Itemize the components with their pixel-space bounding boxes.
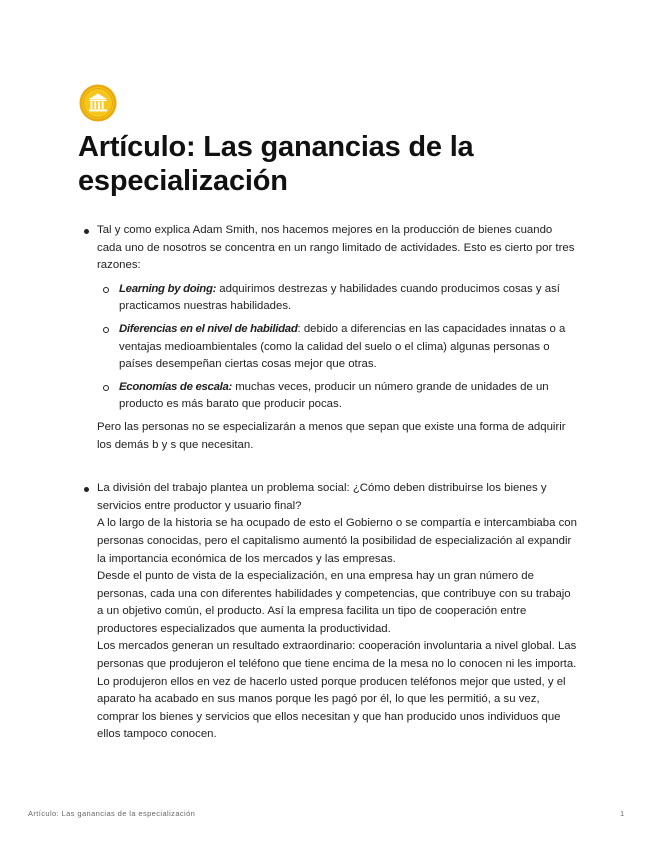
sub-list	[97, 281, 578, 414]
sub-list-item	[97, 281, 578, 316]
bullet-closing: Pero las personas no se especializarán a menos que sepan que existe una forma de adquirir los demás b y s que necesitan.	[97, 420, 566, 451]
sub-item-text: : debido a diferencias en las capacidades innatas o a ventajas medioambientales (como la calidad del suelo o el clima) algunas personas o países desempeñan ciertas cosas mejor que otras.	[119, 322, 566, 371]
page-number: 1	[620, 809, 625, 818]
sub-item-text: muchas veces, producir un número grande de unidades de un producto es más barato que producir pocas.	[119, 380, 549, 411]
circle-bullet-icon	[103, 385, 109, 391]
museum-icon	[79, 84, 117, 122]
bullet-item	[78, 480, 578, 744]
page-title: Artículo: Las ganancias de la especialización	[78, 131, 474, 197]
bullet-icon	[84, 487, 89, 492]
sub-item-term: Economías de escala:	[119, 380, 233, 393]
circle-bullet-icon	[103, 327, 109, 333]
bullet-item	[78, 222, 578, 454]
sub-list-item	[97, 379, 578, 414]
sub-item-term: Diferencias en el nivel de habilidad	[119, 322, 298, 335]
sub-item-text: adquirimos destrezas y habilidades cuando producimos cosas y así practicamos nuestras habilidades.	[119, 282, 560, 313]
article-body	[78, 222, 578, 744]
body-paragraph: A lo largo de la historia se ha ocupado de esto el Gobierno o se compartía e intercambiaba con personas conocidas, pero el capitalismo aumentó la posibilidad de especialización al expandir la importancia económica de los mercados y las empresas.	[97, 517, 577, 565]
footer-title: Artículo: Las ganancias de la especialización	[28, 809, 196, 818]
bullet-intro: La división del trabajo plantea un problema social: ¿Cómo deben distribuirse los bienes y servicios entre productor y usuario final?	[97, 482, 547, 512]
bullet-icon	[84, 229, 89, 234]
body-paragraph: Desde el punto de vista de la especialización, en una empresa hay un gran número de personas, cada una con diferentes habilidades y competencias, que contribuye con su trabajo a un objetivo común, el producto. Así la empresa facilita un tipo de cooperación entre productores especializados que aumenta la productividad.	[97, 570, 571, 635]
body-paragraph: Los mercados generan un resultado extraordinario: cooperación involuntaria a nivel global. Las personas que produjeron el teléfono que tiene encima de la mesa no lo conocen ni les importa. Lo produjeron ellos en vez de hacerlo usted porque producen teléfonos mejor que usted, y el aparato ha acabado en sus manos porque les pagó por él, lo que les permitió, a su vez, comprar los bienes y servicios que ellos necesitan y que han producido unos individuos que ellos tampoco conocen.	[97, 640, 577, 741]
sub-item-term: Learning by doing:	[119, 282, 217, 295]
sub-list-item	[97, 321, 578, 374]
bullet-intro: Tal y como explica Adam Smith, nos hacemos mejores en la producción de bienes cuando cada uno de nosotros se concentra en un rango limitado de actividades. Esto es cierto por tres razones:	[97, 224, 575, 272]
circle-bullet-icon	[103, 287, 109, 293]
